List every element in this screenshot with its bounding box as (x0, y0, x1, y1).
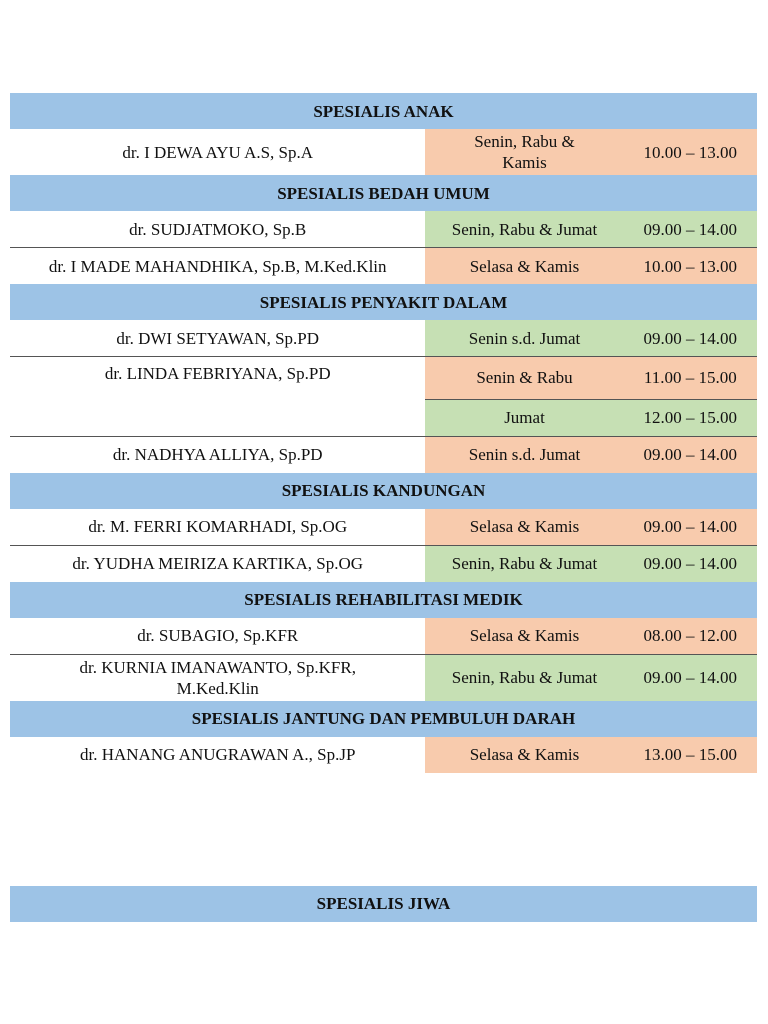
doctor-name (10, 399, 425, 436)
practice-hours: 13.00 – 15.00 (624, 737, 757, 773)
doctor-name: dr. KURNIA IMANAWANTO, Sp.KFR, M.Ked.Klin (10, 654, 425, 701)
practice-days: Selasa & Kamis (425, 509, 623, 546)
practice-hours: 09.00 – 14.00 (624, 211, 757, 248)
practice-days: Selasa & Kamis (425, 248, 623, 285)
section-header-bedah-umum (10, 175, 757, 211)
section-header-jiwa (10, 886, 757, 922)
practice-days: Senin, Rabu & Jumat (425, 545, 623, 582)
section-title: SPESIALIS KANDUNGAN (10, 473, 757, 509)
section-header-jantung (10, 701, 757, 737)
doctor-name: dr. LINDA FEBRIYANA, Sp.PD (10, 357, 425, 400)
doctor-name: dr. YUDHA MEIRIZA KARTIKA, Sp.OG (10, 545, 425, 582)
doctor-name: dr. HANANG ANUGRAWAN A., Sp.JP (80, 745, 356, 764)
practice-days: Selasa & Kamis (425, 737, 623, 773)
table-row (10, 545, 757, 582)
table-row (10, 248, 757, 285)
table-row (10, 320, 757, 357)
practice-days: Selasa & Kamis (425, 618, 623, 655)
practice-hours: 09.00 – 14.00 (624, 436, 757, 473)
practice-days: Jumat (425, 399, 623, 436)
doctor-name: dr. NADHYA ALLIYA, Sp.PD (10, 436, 425, 473)
practice-days: Senin, Rabu & Jumat (425, 211, 623, 248)
practice-hours: 09.00 – 14.00 (624, 654, 757, 701)
table-row (10, 436, 757, 473)
table-row (10, 399, 757, 436)
doctor-name: dr. I DEWA AYU A.S, Sp.A (122, 142, 314, 162)
table-row (10, 618, 757, 655)
section-title: SPESIALIS ANAK (10, 93, 757, 129)
section-header-kandungan (10, 473, 757, 509)
practice-hours: 09.00 – 14.00 (624, 545, 757, 582)
practice-days: Senin, Rabu & Jumat (425, 654, 623, 701)
practice-days: Senin s.d. Jumat (425, 320, 623, 357)
doctor-name: dr. I MADE MAHANDHIKA, Sp.B, M.Ked.Klin (10, 248, 425, 285)
section-title: SPESIALIS REHABILITASI MEDIK (10, 582, 757, 618)
section-title: SPESIALIS JANTUNG DAN PEMBULUH DARAH (10, 701, 757, 737)
practice-days: Senin, Rabu & Kamis (425, 129, 623, 175)
practice-hours: 09.00 – 14.00 (624, 320, 757, 357)
section-header-anak (10, 93, 757, 129)
table-row (10, 654, 757, 701)
practice-hours: 09.00 – 14.00 (624, 509, 757, 546)
practice-hours: 11.00 – 15.00 (624, 357, 757, 400)
section-title: SPESIALIS BEDAH UMUM (10, 175, 757, 211)
table-row (10, 211, 757, 248)
doctor-name: dr. M. FERRI KOMARHADI, Sp.OG (88, 517, 348, 536)
practice-hours: 10.00 – 13.00 (624, 129, 757, 175)
schedule-table (10, 93, 757, 773)
table-row (10, 357, 757, 400)
table-row (10, 737, 757, 773)
practice-days: Senin & Rabu (425, 357, 623, 400)
section-header-rehabilitasi-medik (10, 582, 757, 618)
table-row (10, 129, 757, 175)
practice-hours: 10.00 – 13.00 (624, 248, 757, 285)
section-title: SPESIALIS PENYAKIT DALAM (10, 284, 757, 320)
doctor-name: dr. DWI SETYAWAN, Sp.PD (116, 328, 320, 348)
practice-hours: 12.00 – 15.00 (624, 399, 757, 436)
doctor-name: dr. SUDJATMOKO, Sp.B (129, 219, 307, 239)
table-row (10, 509, 757, 546)
section-header-penyakit-dalam (10, 284, 757, 320)
doctor-name: dr. SUBAGIO, Sp.KFR (137, 626, 299, 645)
practice-hours: 08.00 – 12.00 (624, 618, 757, 655)
practice-days: Senin s.d. Jumat (425, 436, 623, 473)
section-title: SPESIALIS JIWA (316, 894, 451, 913)
